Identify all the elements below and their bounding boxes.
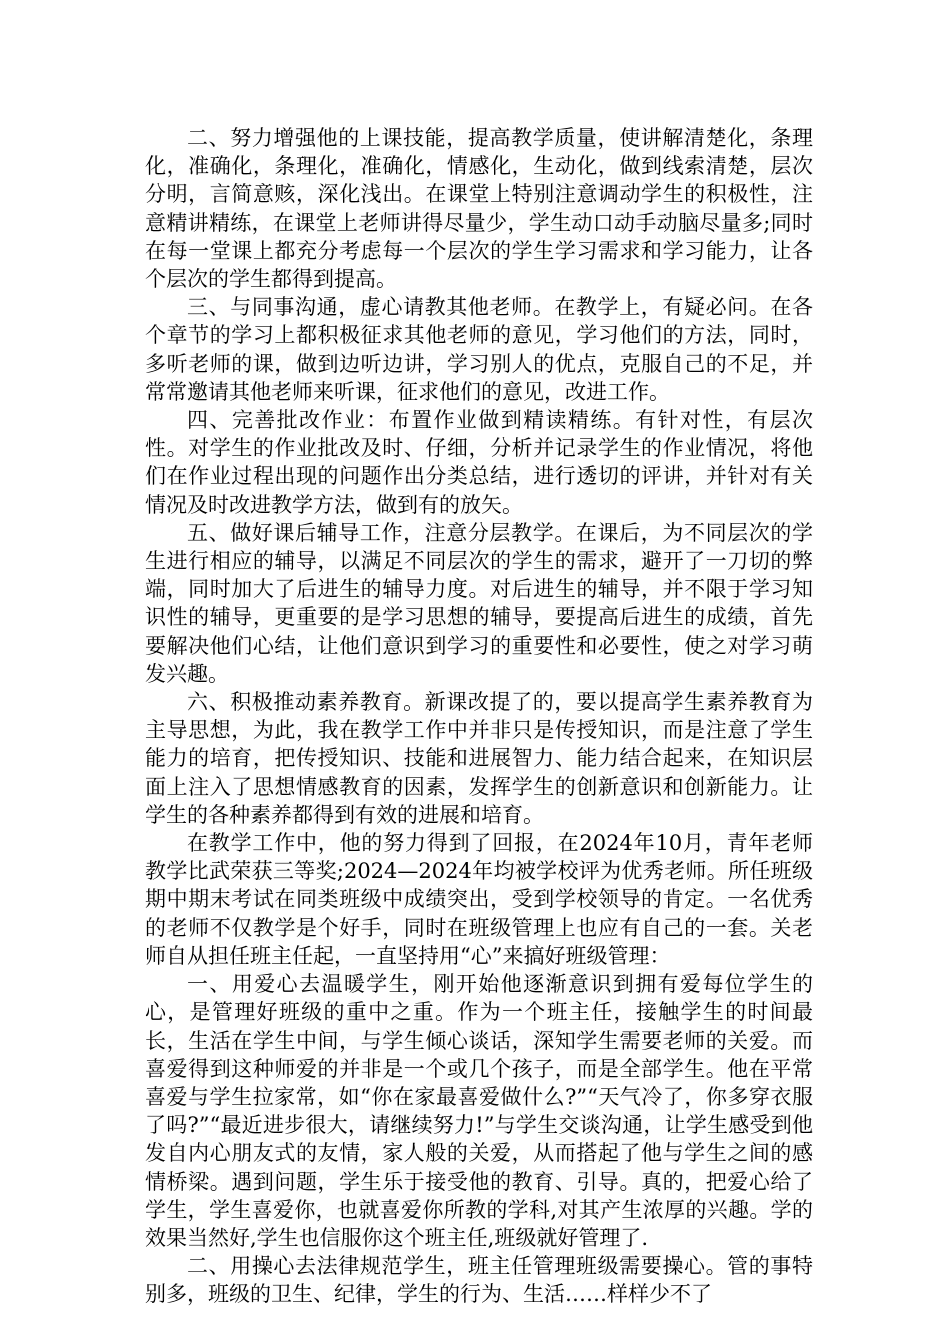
paragraph-2-teaching-skills: 二、努力增强他的上课技能，提高教学质量，使讲解清楚化，条理化，准确化，条理化，准确化，情感化，生动化，做到线索清楚，层次分明，言简意赅，深化浅出。在课堂上特别注意调动学生的积极性，注意精讲精练，在课堂上老师讲得尽量少，学生动口动手动脑尽量多;同时在每一堂课上都充分考虑每一个层次的学生学习需求和学习能力，让各个层次的学生都得到提高。 <box>145 126 813 292</box>
paragraph-6-quality-education: 六、积极推动素养教育。新课改提了的，要以提高学生素养教育为主导思想，为此，我在教学工作中并非只是传授知识，而是注意了学生能力的培育，把传授知识、技能和进展智力、能力结合起来，在知识层面上注入了思想情感教育的因素，发挥学生的创新意识和创新能力。让学生的各种素养都得到有效的进展和培育。 <box>145 690 813 827</box>
document-body <box>145 124 813 1309</box>
paragraph-3-colleague-communication: 三、与同事沟通，虚心请教其他老师。在教学上，有疑必问。在各个章节的学习上都积极征求其他老师的意见，学习他们的方法，同时，多听老师的课，做到边听边讲，学习别人的优点，克服自己的不足，并常常邀请其他老师来听课，征求他们的意见，改进工作。 <box>145 295 813 404</box>
paragraph-achievements: 在教学工作中，他的努力得到了回报，在2024年10月，青年老师教学比武荣获三等奖;2024—2024年均被学校评为优秀老师。所任班级期中期末考试在同类班级中成绩突出，受到学校领导的肯定。一名优秀的老师不仅教学是个好手，同时在班级管理上也应有自己的一套。关老师自从担任班主任起，一直坚持用“心”来搞好班级管理： <box>145 831 813 968</box>
paragraph-class-management-love: 一、用爱心去温暖学生，刚开始他逐渐意识到拥有爱每位学生的心，是管理好班级的重中之重。作为一个班主任，接触学生的时间最长，生活在学生中间，与学生倾心谈话，深知学生需要老师的关爱。而喜爱得到这种师爱的并非是一个或几个孩子，而是全部学生。他在平常喜爱与学生拉家常，如“你在家最喜爱做什么?”“天气冷了，你多穿衣服了吗?”“最近进步很大，请继续努力!”与学生交谈沟通，让学生感受到他发自内心朋友式的友情，家人般的关爱，从而搭起了他与学生之间的感情桥梁。遇到问题，学生乐于接受他的教育、引导。真的，把爱心给了学生，学生喜爱你，也就喜爱你所教的学科,对其产生浓厚的兴趣。学的效果当然好,学生也信服你这个班主任,班级就好管理了. <box>145 972 813 1250</box>
paragraph-4-homework-correction: 四、完善批改作业：布置作业做到精读精练。有针对性，有层次性。对学生的作业批改及时、仔细，分析并记录学生的作业情况，将他们在作业过程出现的问题作出分类总结，进行透切的评讲，并针对有关情况及时改进教学方法，做到有的放矢。 <box>145 408 813 517</box>
paragraph-class-management-care: 二、用操心去法律规范学生，班主任管理班级需要操心。管的事特别多，班级的卫生、纪律，学生的行为、生活……样样少不了 <box>145 1254 813 1307</box>
paragraph-5-after-class-tutoring: 五、做好课后辅导工作，注意分层教学。在课后，为不同层次的学生进行相应的辅导，以满足不同层次的学生的需求，避开了一刀切的弊端，同时加大了后进生的辅导力度。对后进生的辅导，并不限于学习知识性的辅导，更重要的是学习思想的辅导，要提高后进生的成绩，首先要解决他们心结，让他们意识到学习的重要性和必要性，使之对学习萌发兴趣。 <box>145 520 813 686</box>
